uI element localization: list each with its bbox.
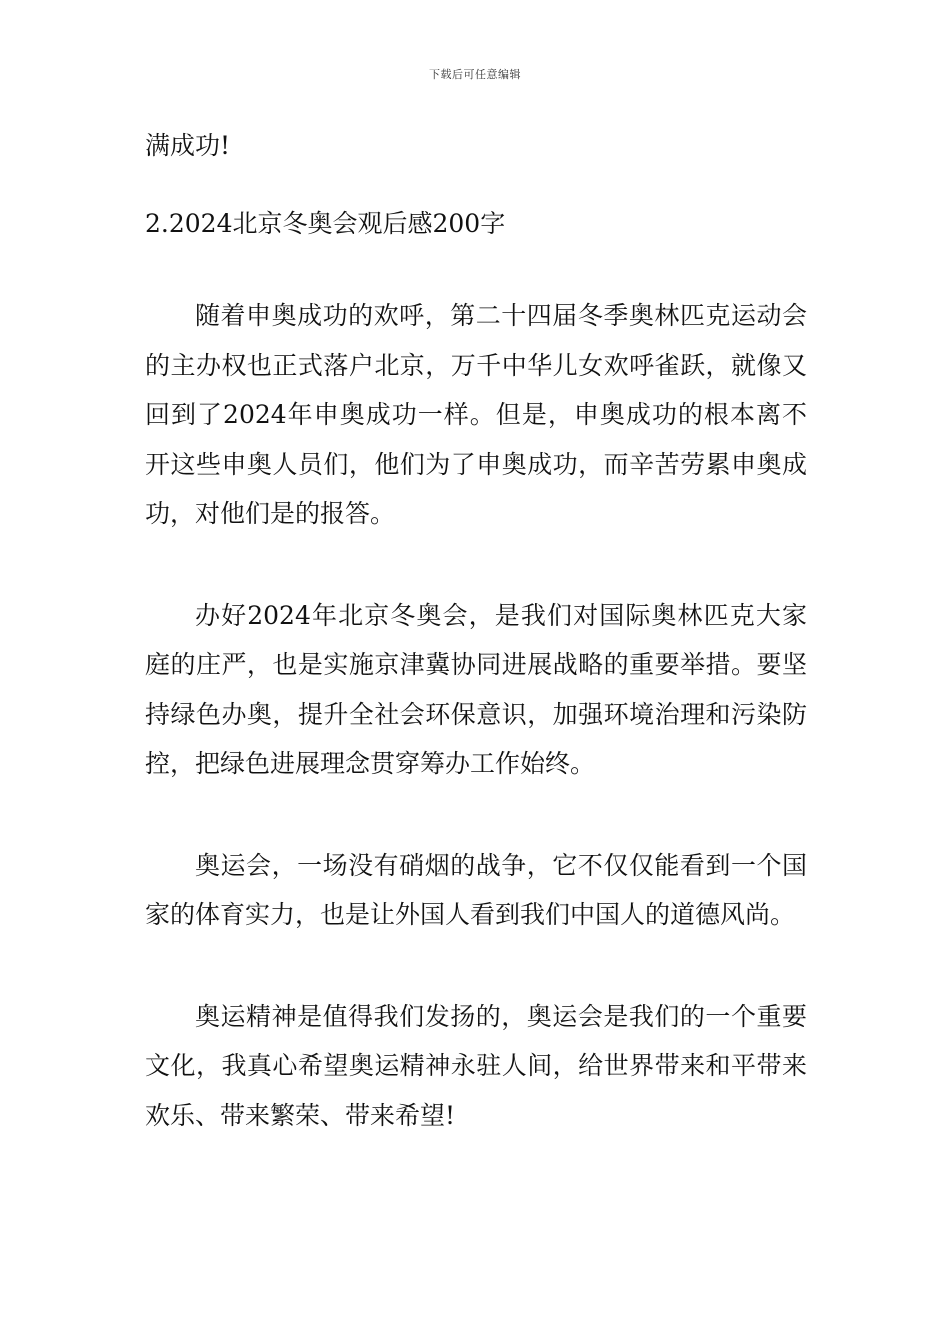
document-body <box>145 128 807 1140</box>
section-heading: 2.2024北京冬奥会观后感200字 <box>145 209 506 238</box>
paragraph-2: 办好2024年北京冬奥会，是我们对国际奥林匹克大家庭的庄严，也是实施京津冀协同进展战略的重要举措。要坚持绿色办奥，提升全社会环保意识，加强环境治理和污染防控，把绿色进展理念贯穿筹办工作始终。 <box>145 600 807 778</box>
paragraph-1: 随着申奥成功的欢呼，第二十四届冬季奥林匹克运动会的主办权也正式落户北京，万千中华儿女欢呼雀跃，就像又回到了2024年申奥成功一样。但是，申奥成功的根本离不开这些申奥人员们，他们为了申奥成功，而辛苦劳累申奥成功，对他们是的报答。 <box>145 301 807 528</box>
page-header: 下载后可任意编辑 <box>429 68 521 81</box>
paragraph-3: 奥运会，一场没有硝烟的战争，它不仅仅能看到一个国家的体育实力，也是让外国人看到我们中国人的道德风尚。 <box>145 850 807 929</box>
continuation-line: 满成功! <box>145 131 231 160</box>
paragraph-4: 奥运精神是值得我们发扬的，奥运会是我们的一个重要文化，我真心希望奥运精神永驻人间，给世界带来和平带来欢乐、带来繁荣、带来希望! <box>145 1001 807 1130</box>
